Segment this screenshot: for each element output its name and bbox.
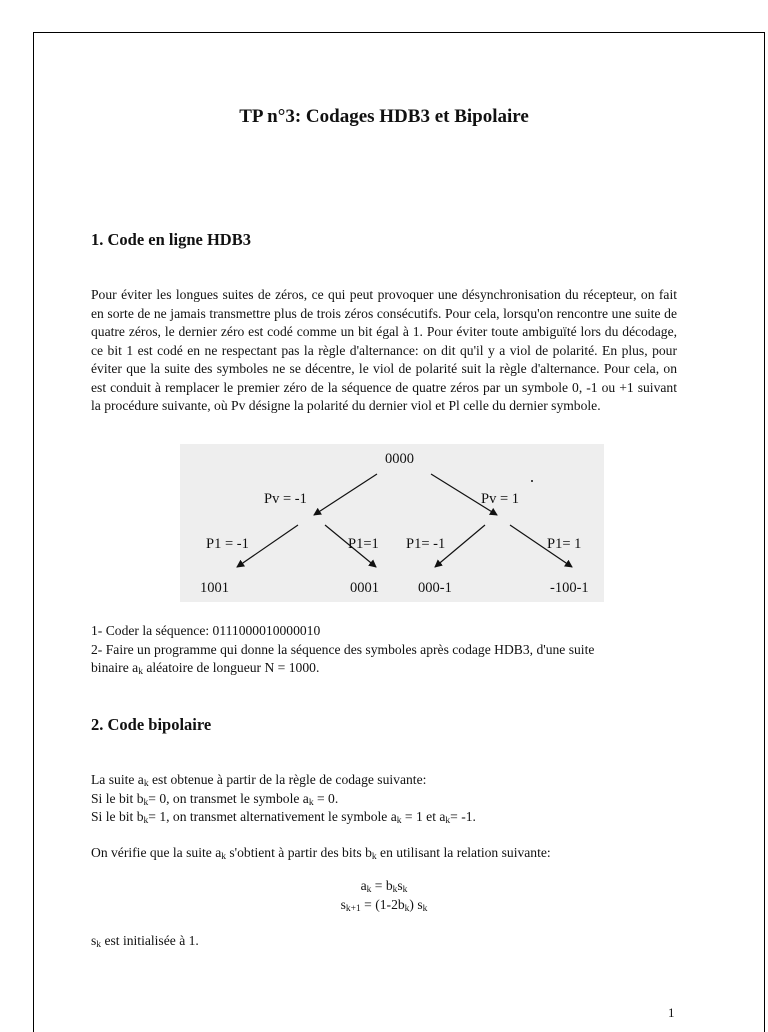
tree-left-branch-label: Pv = -1: [264, 491, 307, 507]
tree-leaf-3: 000-1: [418, 580, 452, 596]
equation-2: $s_{k+1} = (1-2b_k)$ $s_k$: [340, 896, 428, 914]
arrow-root-left: [314, 474, 377, 515]
coding-rules: [91, 771, 677, 827]
question-2-line-2: binaire $a_k$ aléatoire de longueur N = 1000.: [91, 660, 320, 677]
tree-leaf-branch-label-3: P1= -1: [406, 536, 446, 552]
tree-leaf-branch-label-1: P1 = -1: [206, 536, 249, 552]
tree-leaf-4: -100-1: [550, 580, 589, 596]
questions-block: [91, 622, 677, 678]
section2-heading: 2. Code bipolaire: [91, 715, 212, 734]
hdb3-decision-tree: [180, 444, 604, 602]
section1-heading: 1. Code en ligne HDB3: [91, 230, 251, 249]
tree-leaf-branch-label-2: P1=1: [348, 536, 379, 552]
initialization-text: $s_k$ est initialisée à 1.: [91, 933, 199, 950]
section1-paragraph: Pour éviter les longues suites de zéros, ce qui peut provoquer une désynchronisation du récepteur, on fait en sorte de ne jamais transmettre plus de trois zéros consécutifs. Pour cela, lorsqu'on rencontre une suite de quatre zéros, le dernier zéro est codé comme un bit égal à 1. Pour éviter toute ambiguïté lors du décodage, ce bit 1 est codé en ne respectant pas la règle d'alternance: on dit qu'il y a viol de polarité. En plus, pour éviter que la suite des symboles ne se décentre, le viol de polarité suit la règle d'alternance. Pour cela, on est conduit à remplacer le premier zéro de la séquence de quatre zéros par un symbole 0, -1 ou +1 suivant la procédure suivante, où Pv désigne la polarité du dernier viol et Pl celle du dernier symbole.: [91, 287, 677, 413]
tree-root-label: 0000: [385, 451, 414, 467]
verification-text: On vérifie que la suite $a_k$ s'obtient à partir des bits $b_k$ en utilisant la relation suivante:: [91, 845, 551, 862]
question-1: 1- Coder la séquence: 0111000010000010: [91, 623, 321, 638]
equations-block: [0, 877, 768, 914]
tree-leaf-2: 0001: [350, 580, 379, 596]
question-2-line-1: 2- Faire un programme qui donne la séquence des symboles après codage HDB3, d'une suite: [91, 641, 595, 657]
rule-line-3: Si le bit $b_k= 1$, on transmet alternativement le symbole $a_k = 1$ et $a_k= -1$.: [91, 809, 476, 826]
rule-line-1: La suite $a_k$ est obtenue à partir de la règle de codage suivante:: [91, 772, 427, 789]
rule-line-2: Si le bit $b_k= 0$, on transmet le symbole $a_k = 0$.: [91, 790, 339, 808]
page-number: 1: [668, 1005, 675, 1020]
tree-leaf-branch-label-4: P1= 1: [547, 536, 582, 552]
tree-right-branch-label: Pv = 1: [481, 491, 519, 507]
tree-leaf-1: 1001: [200, 580, 229, 596]
equation-1: $a_k = b_ks_k$: [360, 878, 408, 895]
page-title: TP n°3: Codages HDB3 et Bipolaire: [239, 106, 529, 127]
